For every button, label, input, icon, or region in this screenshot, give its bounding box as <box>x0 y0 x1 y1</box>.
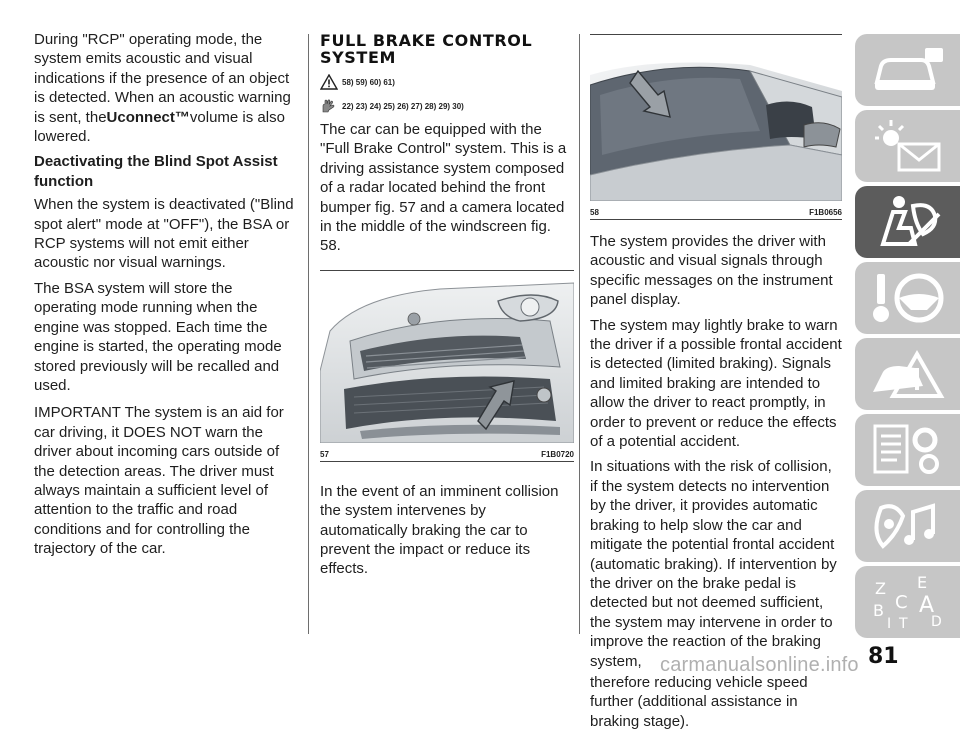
column-divider-2 <box>579 34 580 634</box>
svg-text:Z: Z <box>875 579 886 598</box>
warning-refs: 58) 59) 60) 61) <box>320 72 574 92</box>
tab-multimedia[interactable] <box>855 490 960 562</box>
figure-58-code: F1B0656 <box>809 208 842 217</box>
column-2 <box>320 30 574 585</box>
limited-braking-paragraph: The system may lightly brake to warn the driver if a possible frontal accident is detected (limited braking). Signals and limited braking are intended to allow the driver to react promptly, in order to prevent or reduce the effects of a potential accident. <box>590 316 842 451</box>
svg-text:I: I <box>887 616 892 630</box>
figure-57-caption <box>320 448 574 462</box>
warning-lights-icon <box>869 118 947 174</box>
signals-paragraph: The system provides the driver with acoustic and visual signals through specific messages on the instrument panel display. <box>590 233 833 309</box>
figure-58-number: 58 <box>590 208 599 217</box>
windscreen-camera-image <box>590 35 842 201</box>
column-divider-1 <box>308 34 309 634</box>
figure-58 <box>590 34 842 220</box>
automatic-braking-paragraph: In situations with the risk of collision, if the system detects no intervention by the driver, it provides automatic braking to help slow the car and mitigate the potential frontal accident (automatic braking). If intervention by the driver on the brake pedal is detected but not deemed sufficient, the system may intervene in order to improve the reaction of the braking system, <box>590 458 837 670</box>
car-front-bumper-image <box>320 271 574 443</box>
figure-57-number: 57 <box>320 449 329 459</box>
car-dashboard-icon <box>869 42 947 98</box>
fbc-intro-paragraph: The car can be equipped with the "Full Brake Control" system. This is a driving assistance system composed of a radar located behind the front bumper fig. 57 and a camera located in the middle of the windscreen fig. 58. <box>320 121 567 255</box>
collision-paragraph: In the event of an imminent collision the system intervenes by automatically braking the car to prevent the impact or reduce its effects. <box>320 482 559 578</box>
caution-hand-icon <box>320 98 338 114</box>
deactivation-paragraph: When the system is deactivated ("Blind spot alert" mode at "OFF"), the BSA or RCP systems will not emit either acoustic nor visual warnings. <box>34 196 294 272</box>
svg-text:C: C <box>895 592 908 613</box>
page-number: 81 <box>868 644 899 669</box>
tab-starting-driving[interactable] <box>855 262 960 334</box>
rcp-paragraph: During "RCP" operating mode, the system emits acoustic and visual indications if the presence of an object is detected. When an acoustic warning is sent, theUconnect™volume is also lowered. <box>34 31 291 146</box>
section-title: FULL BRAKE CONTROL SYSTEM <box>320 31 533 67</box>
bsa-memory-paragraph: The BSA system will store the operating mode running when the engine was stopped. Each time the engine is started, the operating mode stored previously will be recalled and used. <box>34 279 282 394</box>
svg-text:T: T <box>899 616 908 630</box>
tab-index[interactable] <box>855 566 960 638</box>
important-paragraph: IMPORTANT The system is an aid for car driving, it DOES NOT warn the driver about incoming cars outside of the detection areas. The driver must always maintain a sufficient level of attention to the traffic and road conditions and for controlling the trajectory of the car. <box>34 404 284 558</box>
uconnect-brand: Uconnect™ <box>106 108 190 126</box>
warning-triangle-icon <box>320 74 338 90</box>
figure-58-caption <box>590 206 842 220</box>
svg-text:D: D <box>931 614 942 630</box>
index-icon <box>869 574 947 630</box>
svg-text:B: B <box>873 601 884 620</box>
tab-emergency[interactable] <box>855 338 960 410</box>
svg-text:A: A <box>919 593 935 618</box>
column-3 <box>590 34 842 737</box>
deactivating-heading: Deactivating the Blind Spot Assist function <box>34 153 278 190</box>
emergency-icon <box>869 346 947 402</box>
multimedia-icon <box>869 498 947 554</box>
tab-servicing[interactable] <box>855 414 960 486</box>
svg-text:E: E <box>917 574 928 592</box>
tab-instrument-panel[interactable] <box>855 110 960 182</box>
figure-57 <box>320 270 574 462</box>
additional-assistance-paragraph: therefore reducing vehicle speed further (additional assistance in braking stage). <box>590 673 808 730</box>
airbag-safety-icon <box>869 194 947 250</box>
tab-getting-to-know-car[interactable] <box>855 34 960 106</box>
figure-57-code: F1B0720 <box>541 449 574 459</box>
key-steering-icon <box>869 270 947 326</box>
tab-safety[interactable] <box>855 186 960 258</box>
watermark: carmanualsonline.info <box>660 654 859 676</box>
caution-refs: 22) 23) 24) 25) 26) 27) 28) 29) 30) <box>320 96 574 116</box>
maintenance-icon <box>869 422 947 478</box>
column-1 <box>34 30 296 565</box>
